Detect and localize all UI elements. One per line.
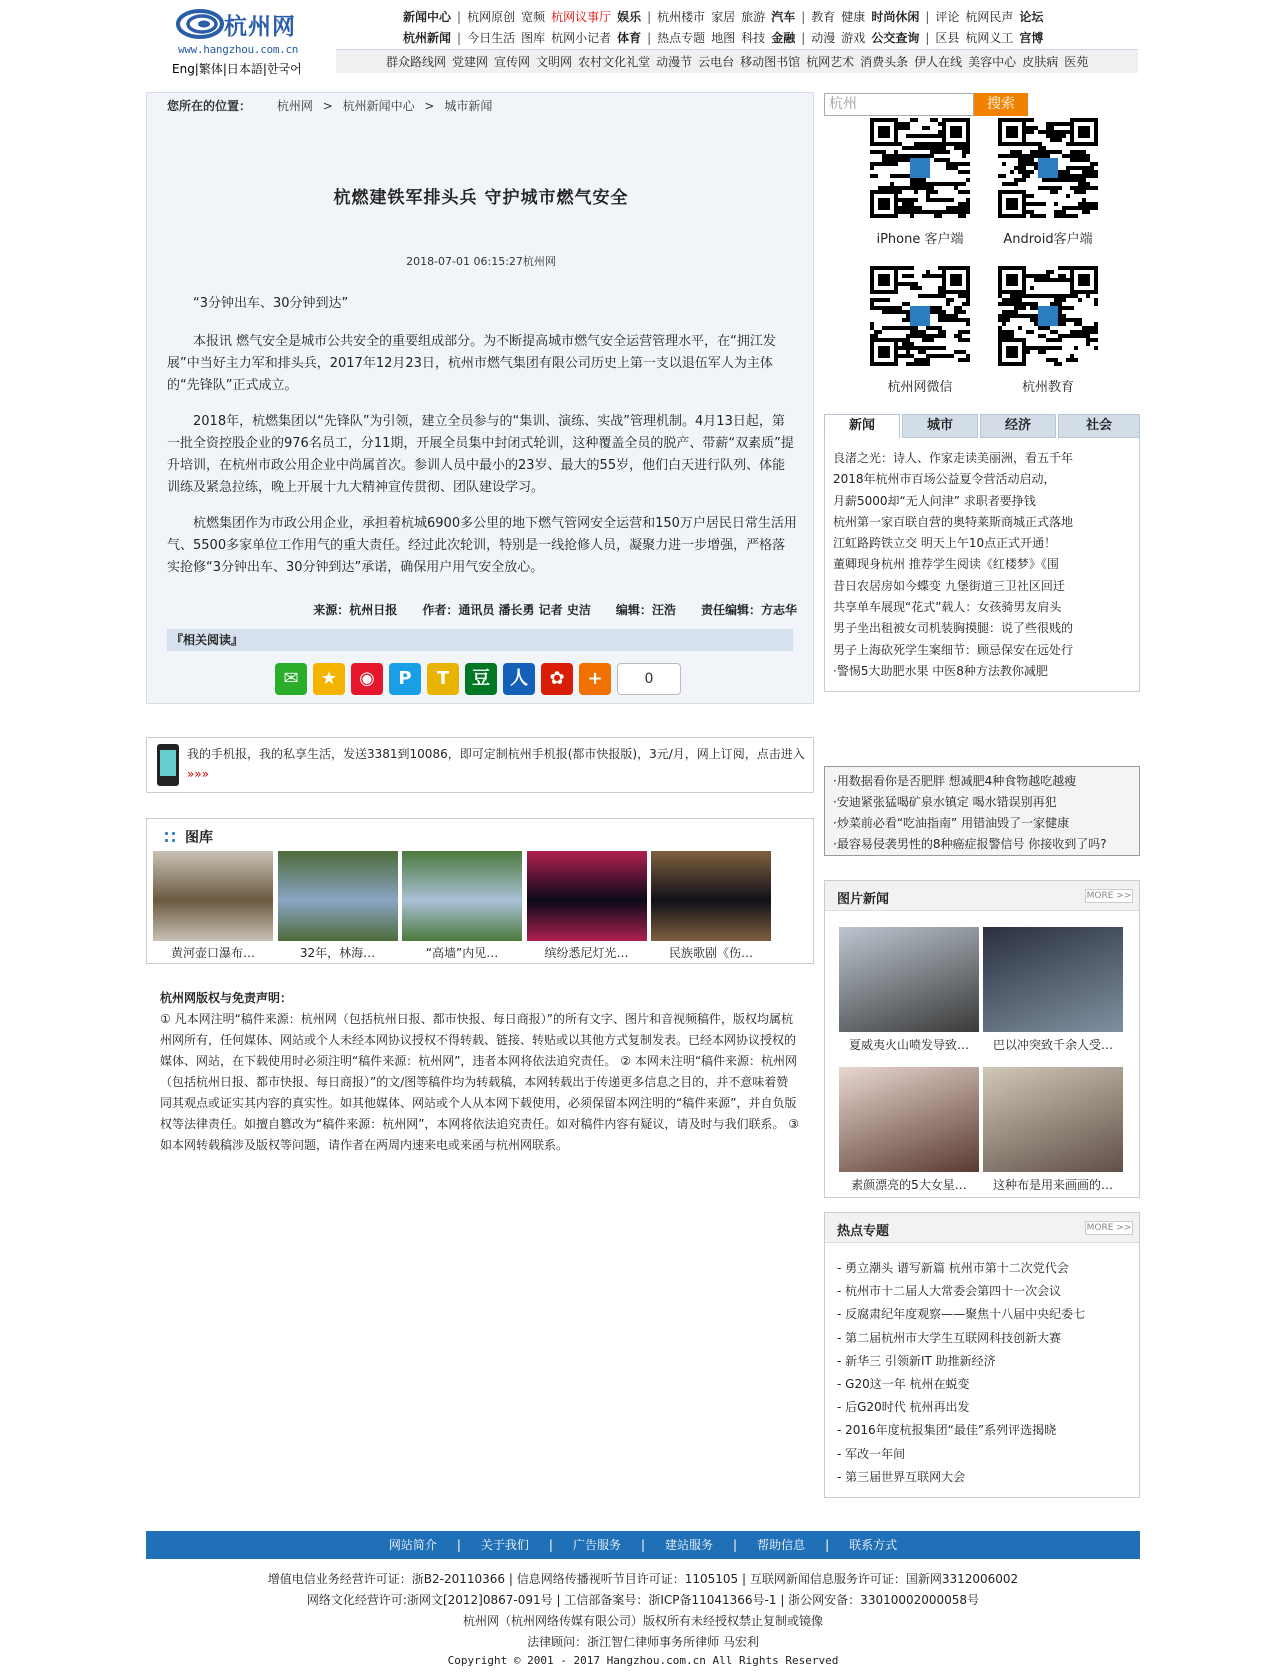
hot-topic-item[interactable]: - G20这一年 杭州在蜕变 bbox=[837, 1377, 970, 1391]
hot-topic-item[interactable]: - 2016年度杭报集团“最佳”系列评选揭晓 bbox=[837, 1423, 1057, 1438]
gallery-thumbnail[interactable] bbox=[402, 851, 522, 941]
footer-copyright: Copyright © 2001 - 2017 Hangzhou.com.cn All Rights Reserved bbox=[447, 1654, 839, 1667]
sub-nav-link[interactable]: 农村文化礼堂 bbox=[578, 55, 651, 69]
hot-topic-item[interactable]: - 后G20时代 杭州再出发 bbox=[837, 1400, 970, 1415]
more-share-icon[interactable]: + bbox=[579, 663, 611, 695]
photo-news-thumbnail[interactable] bbox=[983, 927, 1123, 1032]
footer-nav-separator: | bbox=[825, 1538, 830, 1552]
article-panel bbox=[146, 92, 814, 704]
nav-link[interactable]: 杭网议事厅 bbox=[551, 10, 612, 24]
photo-news-thumbnail[interactable] bbox=[839, 927, 979, 1032]
health-news-list bbox=[824, 766, 1140, 856]
tab-news[interactable]: 新闻 bbox=[824, 414, 900, 438]
photo-news-thumbnail[interactable] bbox=[839, 1067, 979, 1172]
sub-nav-link[interactable]: 伊人在线 bbox=[914, 55, 963, 69]
nav-link[interactable]: 汽车 bbox=[771, 10, 796, 24]
article-paragraph-1: 本报讯 燃气安全是城市公共安全的重要组成部分。为不断提高城市燃气安全运营管理水平，在“拥江发展”中当好主力军和排头兵，2017年12月23日，杭州市燃气集团有限公司历史上第一支以退伍军人为主体的“先锋队”正式成立。 bbox=[167, 334, 776, 393]
kaixin-icon[interactable]: ✿ bbox=[541, 663, 573, 695]
gallery-item[interactable] bbox=[402, 851, 522, 961]
nav-link[interactable]: 热点专题 bbox=[657, 31, 706, 45]
gallery-caption[interactable]: 缤纷悉尼灯光… bbox=[544, 946, 629, 960]
gallery-section bbox=[146, 818, 814, 964]
mobile-newspaper-promo[interactable] bbox=[146, 737, 814, 793]
qr-code-label: 杭州网微信 bbox=[887, 380, 953, 395]
hot-topic-item[interactable]: - 勇立潮头 谱写新篇 杭州市第十二次党代会 bbox=[837, 1261, 1069, 1275]
nav-separator: | bbox=[647, 31, 652, 45]
breadcrumb-item-city-news[interactable]: 城市新闻 bbox=[444, 99, 493, 113]
nav-separator: | bbox=[801, 31, 806, 45]
nav-separator: | bbox=[925, 31, 930, 45]
footer-nav-separator: | bbox=[548, 1538, 553, 1552]
nav-link[interactable]: 杭州楼市 bbox=[657, 10, 706, 24]
article-paragraph-2: 2018年，杭燃集团以“先锋队”为引领，建立全员参与的“集训、演练、实战”管理机制。4月13日起，第一批全资控股企业的976名员工，分11期，开展全员集中封闭式轮训，这种覆盖全员的脱产、带薪“双素质”提升培训，在杭州市政公用企业中尚属首次。参训人员中最小的23岁、最大的55岁，他们白天进行队列、体能训练及紧急拉练，晚上开展十九大精神宣传贯彻、团队建设学习。 bbox=[167, 414, 794, 495]
sub-nav-link[interactable]: 美容中心 bbox=[968, 55, 1017, 69]
footer-nav-link[interactable]: 建站服务 bbox=[665, 1538, 714, 1552]
hot-topics-more-button[interactable]: MORE >> bbox=[1086, 1223, 1132, 1233]
main-nav-row-1 bbox=[403, 7, 1049, 27]
nav-link[interactable]: 图库 bbox=[521, 31, 546, 45]
nav-link[interactable]: 公交查询 bbox=[871, 31, 920, 45]
gallery-header bbox=[163, 827, 213, 847]
gallery-item[interactable] bbox=[527, 851, 647, 961]
sub-nav-link[interactable]: 文明网 bbox=[536, 55, 573, 69]
footer-license-line-1: 增值电信业务经营许可证：浙B2-20110366 | 信息网络传播视听节目许可证：1105105 | 互联网新闻信息服务许可证：国新网3312006002 bbox=[267, 1572, 1019, 1586]
gallery-caption[interactable]: 民族歌剧《伤… bbox=[668, 946, 753, 960]
photo-news-thumbnail[interactable] bbox=[983, 1067, 1123, 1172]
health-news-item[interactable]: ·炒菜前必看“吃油指南” 用错油毁了一家健康 bbox=[833, 816, 1070, 830]
tab-society[interactable]: 社会 bbox=[1058, 414, 1140, 438]
news-list-item[interactable]: 良渚之光：诗人、作家走读美丽洲，看五千年 bbox=[833, 451, 1074, 465]
qr-code-icon bbox=[870, 266, 970, 366]
breadcrumb-label: 您所在的位置： bbox=[167, 99, 252, 113]
gallery-thumbnail[interactable] bbox=[527, 851, 647, 941]
nav-separator: | bbox=[457, 31, 462, 45]
hot-topic-item[interactable]: - 新华三 引领新IT 助推新经济 bbox=[837, 1353, 996, 1368]
news-list-item[interactable]: 共享单车展现“花式”载人：女孩骑男友肩头 bbox=[833, 600, 1062, 615]
photo-news-caption[interactable]: 巴以冲突致千余人受… bbox=[992, 1038, 1113, 1052]
search-input[interactable]: 杭州 bbox=[824, 93, 974, 116]
copyright-text: ① 凡本网注明“稿件来源：杭州网（包括杭州日报、都市快报、每日商报）”的所有文字、图片和音视频稿件，版权均属杭州网所有，任何媒体、网站或个人未经本网协议授权不得转载、链接、转贴或以其他方式复制发表。已经本网协议授权的媒体、网站，在下载使用时必须注明“稿件来源：杭州网”，违者本网将依法追究责任。 ② 本网未注明“稿件来源：杭州网（包括杭州日报、都市快报、每日商报）”的文/图等稿件均为转载稿，本网转载出于传递更多信息之目的，并不意味着赞同其观点或证实其内容的真实性。如其他媒体、网站或个人从本网下载使用，必须保留本网注明的“稿件来源”，并自负版权等法律责任。如擅自篡改为“稿件来源：杭州网”，本网将依法追究责任。如对稿件内容有疑议，请及时与我们联系。 ③ 如本网转载稿涉及版权等问题，请作者在两周内速来电或来函与杭州网联系。 bbox=[160, 1012, 800, 1152]
photo-news-title: 图片新闻 bbox=[837, 892, 890, 907]
tab-city[interactable]: 城市 bbox=[902, 414, 978, 438]
article-meta: 2018-07-01 06:15:27杭州网 bbox=[406, 255, 556, 268]
gallery-caption[interactable]: 黄河壶口瀑布… bbox=[170, 946, 255, 960]
breadcrumb bbox=[167, 97, 498, 114]
news-list-item[interactable]: 董卿现身杭州 推荐学生阅读《红楼梦》《围 bbox=[833, 557, 1059, 572]
gallery-dots-icon bbox=[163, 830, 177, 844]
nav-link[interactable]: 宫博 bbox=[1019, 31, 1044, 45]
nav-link[interactable]: 旅游 bbox=[741, 10, 766, 24]
gallery-item[interactable] bbox=[651, 851, 771, 961]
footer-nav-link[interactable]: 关于我们 bbox=[480, 1538, 529, 1552]
promo-text bbox=[187, 744, 807, 784]
search-button[interactable]: 搜索 bbox=[974, 93, 1028, 116]
sub-nav-link[interactable]: 移动图书馆 bbox=[740, 55, 801, 69]
share-bar bbox=[275, 663, 681, 695]
hot-topics-header bbox=[825, 1213, 1139, 1243]
gallery-caption[interactable]: 32年，林海… bbox=[299, 946, 376, 960]
nav-link[interactable]: 教育 bbox=[811, 10, 836, 24]
qzone-icon[interactable]: ★ bbox=[313, 663, 345, 695]
news-list-item[interactable]: 杭州第一家百联自营的奥特莱斯商城正式落地 bbox=[833, 514, 1074, 529]
breadcrumb-item-news-center[interactable]: 杭州新闻中心 bbox=[342, 99, 415, 113]
photo-news-header bbox=[825, 881, 1139, 911]
photo-news-item[interactable] bbox=[839, 927, 979, 1053]
logo-text: 杭州网 bbox=[224, 14, 296, 40]
nav-link[interactable]: 金融 bbox=[771, 31, 796, 45]
footer-nav-separator: | bbox=[640, 1538, 646, 1552]
breadcrumb-sep: > bbox=[322, 99, 333, 113]
nav-link[interactable]: 杭网民声 bbox=[965, 10, 1014, 24]
gallery-thumbnail[interactable] bbox=[651, 851, 771, 941]
renren-icon[interactable]: 人 bbox=[503, 663, 535, 695]
footer-legal-advisor: 法律顾问：浙江智仁律师事务所律师 马宏利 bbox=[527, 1635, 759, 1649]
hot-topic-item[interactable]: - 反腐肃纪年度观察——聚焦十八届中央纪委七 bbox=[837, 1307, 1086, 1322]
photo-news-box bbox=[824, 880, 1140, 1198]
nav-link[interactable]: 体育 bbox=[617, 31, 642, 45]
hot-topic-item[interactable]: - 第三届世界互联网大会 bbox=[837, 1469, 966, 1484]
related-reading-header: 『相关阅读』 bbox=[167, 629, 793, 651]
promo-message: 我的手机报，我的私享生活，发送3381到10086，即可定制杭州手机报(都市快报版)，3元/月，网上订阅，点击进入 bbox=[187, 747, 805, 761]
article-lead: “3分钟出车、30分钟到达” bbox=[193, 296, 349, 311]
qr-code-icon bbox=[998, 266, 1098, 366]
news-tabs bbox=[824, 414, 1140, 438]
hot-topic-item[interactable]: - 杭州市十二届人大常委会第四十一次会议 bbox=[837, 1284, 1062, 1299]
news-list-item[interactable]: 昔日农居房如今蝶变 九堡街道三卫社区回迁 bbox=[833, 578, 1065, 593]
pengyou-icon[interactable]: P bbox=[389, 663, 421, 695]
footer-nav-link[interactable]: 帮助信息 bbox=[757, 1538, 806, 1552]
photo-news-item[interactable] bbox=[839, 1067, 979, 1193]
nav-link[interactable]: 评论 bbox=[935, 10, 960, 24]
nav-separator: | bbox=[925, 10, 930, 24]
gallery-item[interactable] bbox=[278, 851, 398, 961]
copyright-notice bbox=[160, 988, 800, 1156]
news-list-item[interactable]: 男子坐出租被女司机装胸摸腿：说了些很贱的 bbox=[833, 621, 1074, 636]
sub-nav-link[interactable]: 宣传网 bbox=[494, 55, 531, 69]
health-news-item[interactable]: ·最容易侵袭男性的8种癌症报警信号 你接收到了吗? bbox=[833, 837, 1107, 851]
nav-link[interactable]: 论坛 bbox=[1019, 10, 1044, 24]
wechat-icon[interactable]: ✉ bbox=[275, 663, 307, 695]
health-news-item[interactable]: ·用数据看你是否肥胖 想减肥4种食物越吃越瘦 bbox=[833, 774, 1077, 788]
hot-topic-item[interactable]: - 第二届杭州市大学生互联网科技创新大赛 bbox=[837, 1330, 1062, 1345]
nav-link[interactable]: 杭网小记者 bbox=[551, 31, 612, 45]
hot-topics-box bbox=[824, 1212, 1140, 1498]
article-paragraph-3: 杭燃集团作为市政公用企业，承担着杭城6900多公里的地下燃气管网安全运营和150万户居民日常生活用气、5500多家单位工作用气的重大责任。经过此次轮训，特别是一线抢修人员，凝聚力进一步增强，严格落实抢修“3分钟出车、30分钟到达”承诺，确保用户用气安全放心。 bbox=[167, 516, 797, 575]
nav-link[interactable]: 游戏 bbox=[841, 31, 866, 45]
news-list-item[interactable]: 男子上海砍死学生案细节：顾忌保安在远处行 bbox=[833, 642, 1074, 657]
nav-link[interactable]: 新闻中心 bbox=[403, 10, 452, 24]
sub-nav-link[interactable]: 群众路线网 bbox=[386, 55, 447, 69]
news-list-item[interactable]: 江虹路跨铁立交 明天上午10点正式开通！ bbox=[833, 536, 1057, 551]
sub-nav-link[interactable]: 动漫节 bbox=[656, 55, 693, 69]
logo-url: www.hangzhou.com.cn bbox=[178, 43, 299, 56]
nav-link[interactable]: 杭网原创 bbox=[467, 10, 516, 24]
nav-link[interactable]: 健康 bbox=[841, 10, 866, 24]
gallery-thumbnail[interactable] bbox=[153, 851, 273, 941]
footer-nav bbox=[146, 1531, 1140, 1559]
hot-topic-item[interactable]: - 军改一年间 bbox=[837, 1446, 906, 1461]
qr-code-icon bbox=[870, 118, 970, 218]
qr-code-label: Android客户端 bbox=[1003, 232, 1093, 247]
nav-link[interactable]: 杭州新闻 bbox=[403, 31, 452, 45]
main-nav-row-2 bbox=[403, 28, 1049, 48]
sub-nav-link[interactable]: 云电台 bbox=[698, 55, 735, 69]
nav-link[interactable]: 区县 bbox=[935, 31, 960, 45]
qr-code-icon bbox=[998, 118, 1098, 218]
tieba-icon[interactable]: T bbox=[427, 663, 459, 695]
news-list bbox=[824, 438, 1140, 692]
sub-nav-link[interactable]: 消费头条 bbox=[860, 55, 909, 69]
footer-license-line-2: 网络文化经营许可:浙网文[2012]0867-091号 | 工信部备案号：浙ICP备11041366号-1 | 浙公网安备：33010002000058号 bbox=[306, 1593, 980, 1607]
nav-link[interactable]: 家居 bbox=[711, 10, 736, 24]
footer-rights: 杭州网（杭州网络传媒有限公司）版权所有未经授权禁止复制或镜像 bbox=[462, 1614, 823, 1628]
footer-nav-separator: | bbox=[733, 1538, 738, 1552]
news-list-item[interactable]: ·警惕5大助肥水果 中医8种方法教你减肥 bbox=[833, 663, 1048, 678]
tab-economy[interactable]: 经济 bbox=[980, 414, 1056, 438]
nav-link[interactable]: 科技 bbox=[741, 31, 766, 45]
nav-link[interactable]: 杭网义工 bbox=[965, 31, 1014, 45]
photo-news-item[interactable] bbox=[983, 927, 1123, 1053]
sub-nav-row bbox=[336, 49, 1138, 73]
photo-news-item[interactable] bbox=[983, 1067, 1123, 1193]
footer-nav-link[interactable]: 联系方式 bbox=[849, 1538, 898, 1552]
language-switcher[interactable]: Eng|繁体|日本語|한국어 bbox=[172, 62, 302, 76]
photo-news-caption[interactable]: 这种布是用来画画的… bbox=[992, 1178, 1113, 1192]
douban-icon[interactable]: 豆 bbox=[465, 663, 497, 695]
photo-news-caption[interactable]: 素颜漂亮的5大女星… bbox=[851, 1178, 967, 1192]
health-news-item[interactable]: ·安迪紧张猛喝矿泉水镇定 喝水错误别再犯 bbox=[833, 795, 1057, 809]
news-list-item[interactable]: 2018年杭州市百场公益夏令营活动启动， bbox=[833, 472, 1056, 487]
qr-code-label: iPhone 客户端 bbox=[876, 232, 964, 247]
weibo-icon[interactable]: ◉ bbox=[351, 663, 383, 695]
nav-link[interactable]: 时尚休闲 bbox=[871, 10, 920, 24]
sub-nav-link[interactable]: 杭网艺术 bbox=[806, 55, 855, 69]
share-count: 0 bbox=[617, 663, 681, 695]
nav-link[interactable]: 今日生活 bbox=[467, 31, 516, 45]
photo-news-more-button[interactable]: MORE >> bbox=[1086, 891, 1132, 901]
nav-link[interactable]: 地图 bbox=[711, 31, 736, 45]
mobile-phone-icon bbox=[157, 744, 179, 786]
footer-nav-link[interactable]: 网站简介 bbox=[388, 1538, 437, 1552]
footer-nav-separator: | bbox=[456, 1538, 461, 1552]
sub-nav-link[interactable]: 皮肤病 bbox=[1022, 55, 1059, 69]
nav-link[interactable]: 动漫 bbox=[811, 31, 836, 45]
qr-code-label: 杭州教育 bbox=[1021, 380, 1074, 395]
breadcrumb-sep: > bbox=[424, 99, 435, 113]
hot-topics-title: 热点专题 bbox=[837, 1224, 890, 1239]
gallery-title: 图库 bbox=[185, 830, 213, 846]
nav-separator: | bbox=[647, 10, 652, 24]
nav-separator: | bbox=[801, 10, 806, 24]
copyright-title: 杭州网版权与免责声明： bbox=[160, 991, 293, 1005]
article-title: 杭燃建铁军排头兵 守护城市燃气安全 bbox=[333, 188, 629, 208]
gallery-caption[interactable]: “高墙”内见… bbox=[425, 946, 499, 960]
nav-link[interactable]: 宽频 bbox=[521, 10, 546, 24]
nav-separator: | bbox=[457, 10, 462, 24]
promo-arrow-icon[interactable]: »»» bbox=[187, 767, 210, 781]
gallery-item[interactable] bbox=[153, 851, 273, 961]
news-list-item[interactable]: 月薪5000却“无人问津” 求职者要挣钱 bbox=[833, 493, 1036, 508]
gallery-thumbnail[interactable] bbox=[278, 851, 398, 941]
nav-link[interactable]: 娱乐 bbox=[617, 10, 642, 24]
sub-nav-link[interactable]: 党建网 bbox=[452, 55, 489, 69]
footer-nav-link[interactable]: 广告服务 bbox=[572, 1538, 621, 1552]
breadcrumb-item-home[interactable]: 杭州网 bbox=[276, 99, 313, 113]
site-logo[interactable] bbox=[172, 4, 322, 74]
sub-nav-link[interactable]: 医苑 bbox=[1064, 55, 1089, 69]
photo-news-caption[interactable]: 夏威夷火山喷发导致… bbox=[848, 1038, 969, 1052]
article-signature: 来源：杭州日报 作者：通讯员 潘长勇 记者 史洁 编辑：汪浩 责任编辑：方志华 bbox=[313, 603, 797, 617]
